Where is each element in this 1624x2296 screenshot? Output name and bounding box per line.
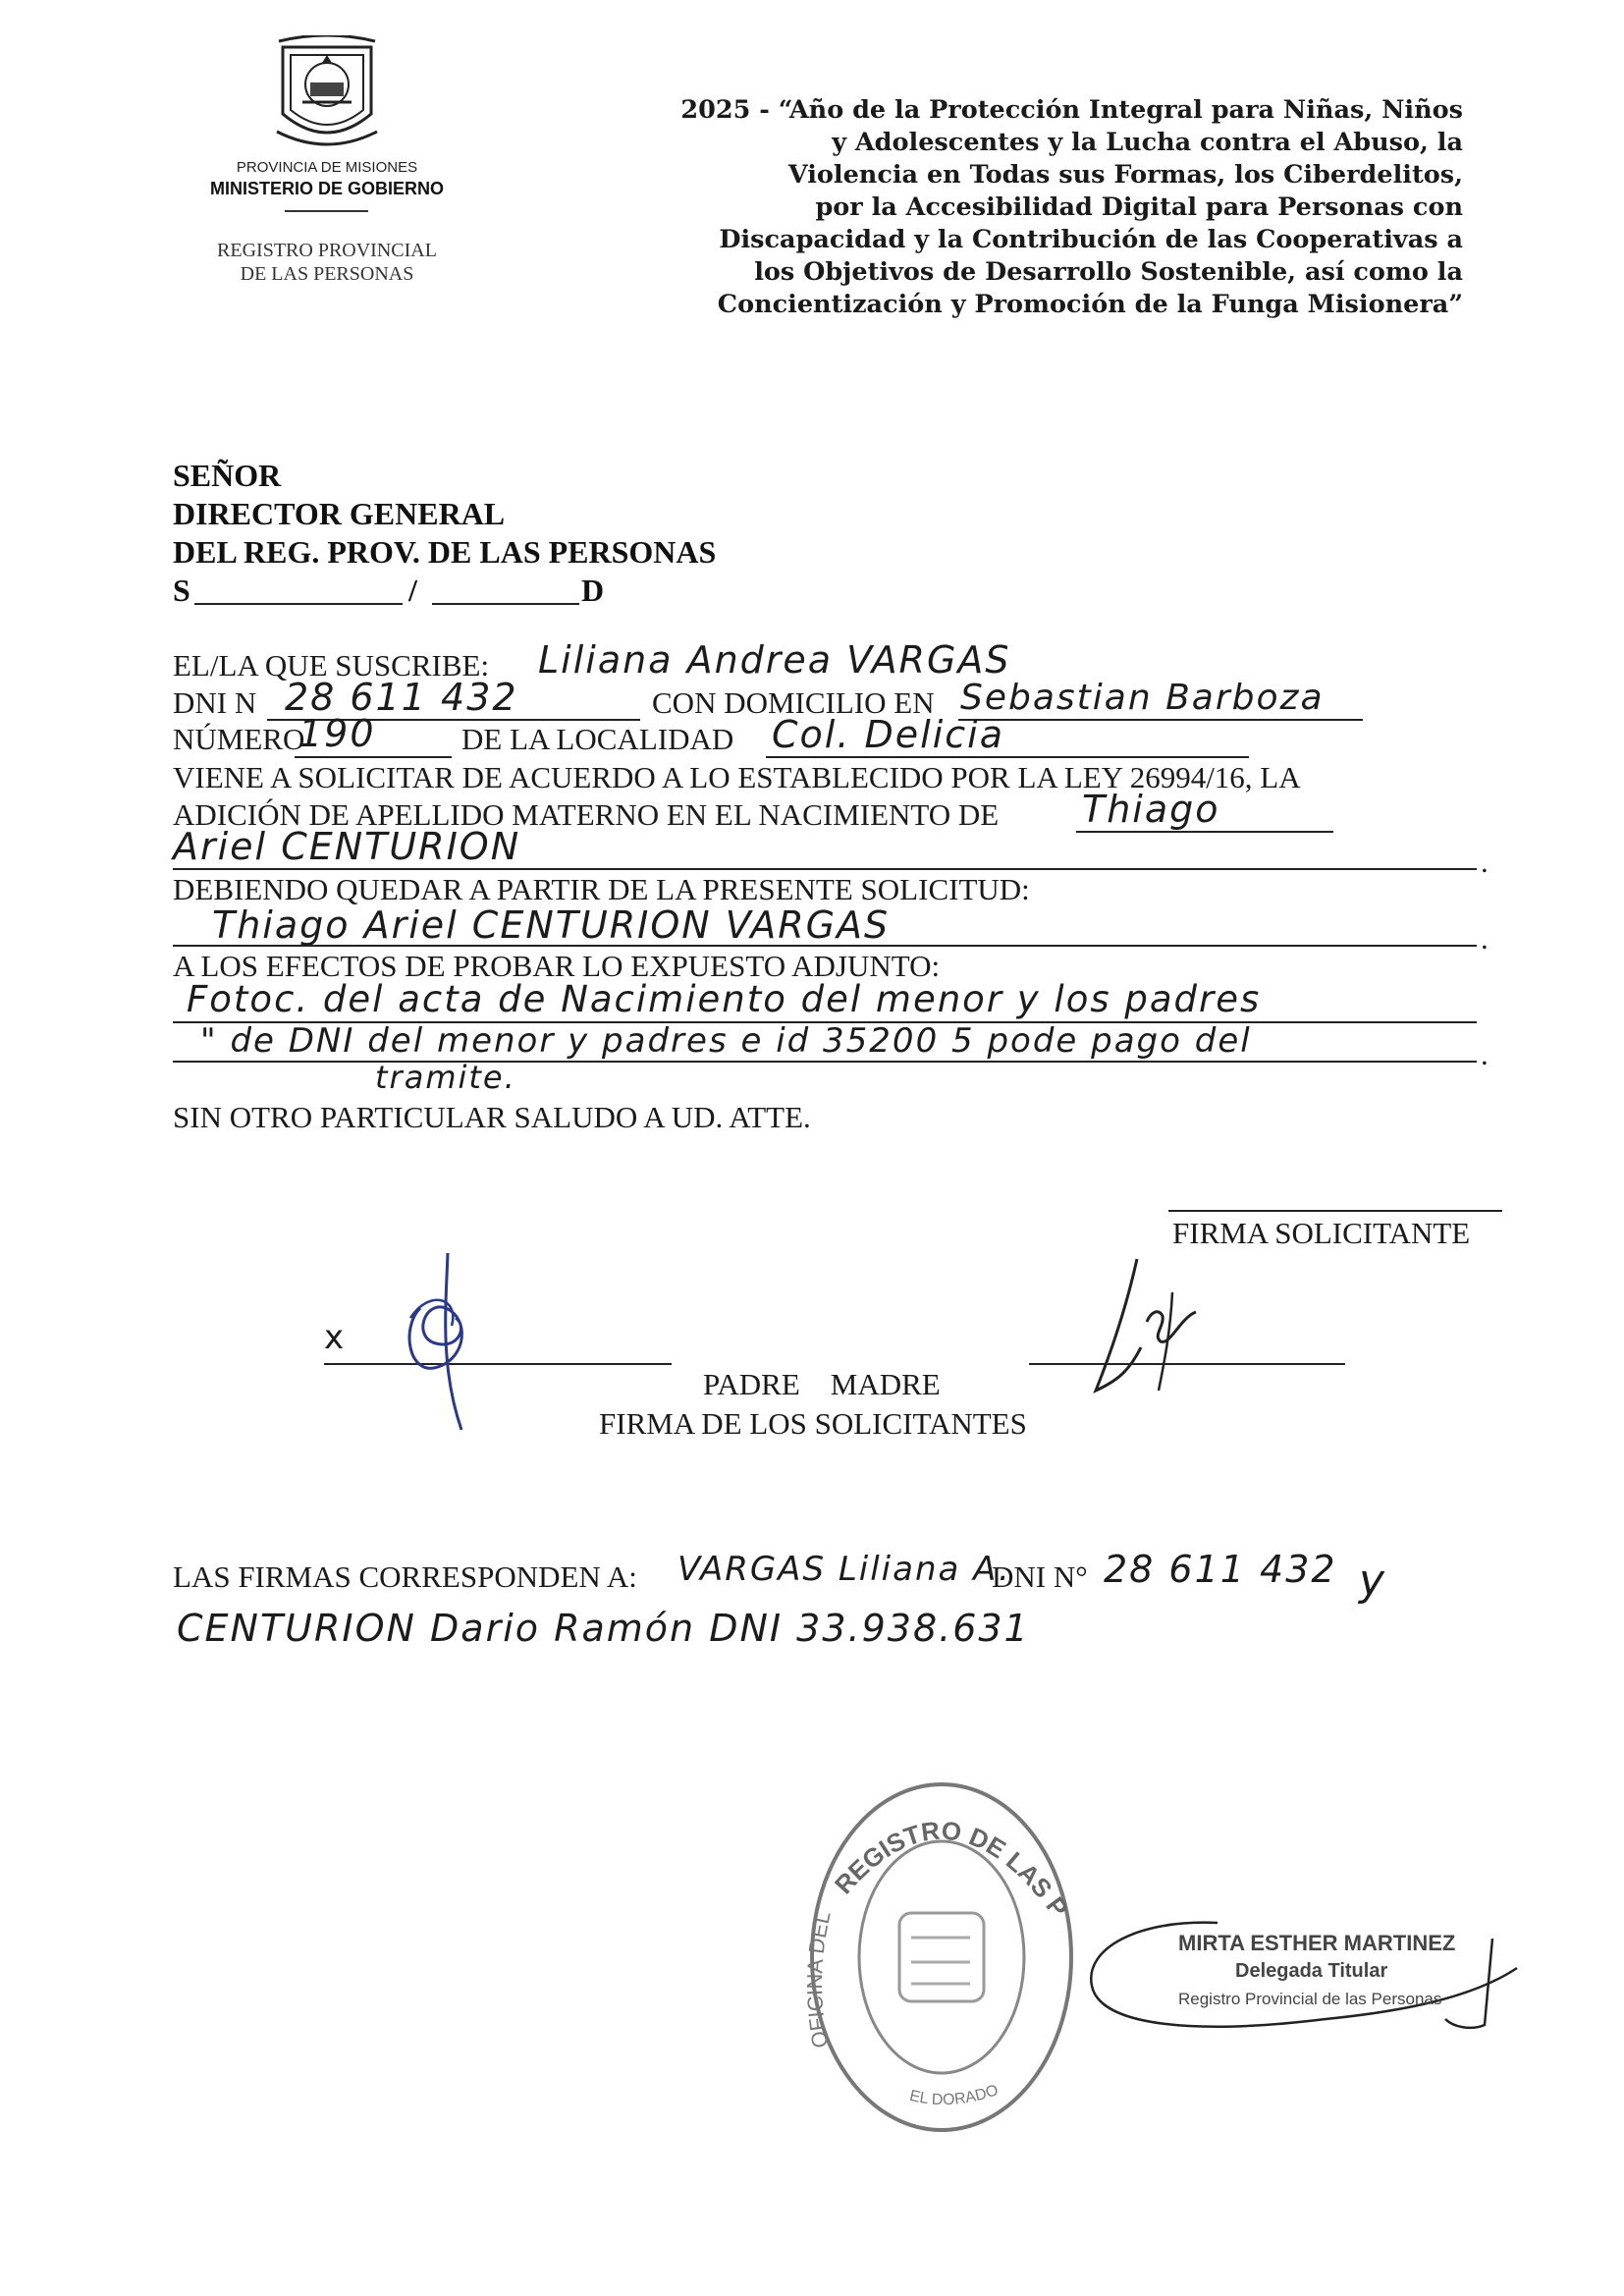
official-name: MIRTA ESTHER MARTINEZ (1178, 1931, 1456, 1955)
efectos-value-3: tramite. (375, 1059, 516, 1096)
official-role: Delegada Titular (1235, 1960, 1388, 1982)
motto-line: y Adolescentes y la Lucha contra el Abuso, la (832, 128, 1463, 157)
efectos-value-1: Fotoc. del acta de Nacimiento del menor y los padres (187, 978, 1262, 1020)
svg-text:REGISTRO DE LAS PERSONAS (803, 1776, 1074, 1923)
seal-text: REGISTRO DE LAS P (828, 1815, 1074, 1923)
province-label: PROVINCIA DE MISIONES (236, 159, 418, 176)
year-motto (638, 94, 1463, 321)
addressee-s: S (173, 573, 190, 608)
madre-signature-icon (1078, 1253, 1216, 1400)
motto-line: Violencia en Todas sus Formas, los Ciberdelitos, (787, 160, 1463, 190)
seal-text-bottom: EL DORADO (907, 2081, 1001, 2109)
ministry-label: MINISTERIO DE GOBIERNO (209, 179, 445, 198)
addressee-line1: SEÑOR (173, 458, 282, 493)
firmas-dni-label: DNI N° (992, 1559, 1088, 1594)
period-3: . (1481, 1037, 1489, 1071)
official-org: Registro Provincial de las Personas (1178, 1990, 1442, 2008)
motto-line: por la Accesibilidad Digital para Personas con (815, 192, 1463, 222)
motto-line: 2025 - “Año de la Protección Integral para Niñas, Niños (680, 95, 1463, 125)
adicion-blank (1076, 831, 1333, 833)
numero-blank (295, 756, 452, 758)
domicilio-value: Sebastian Barboza (960, 678, 1325, 718)
adicion-value-2: Ariel CENTURION (173, 825, 521, 868)
firmas-y: y (1359, 1556, 1387, 1606)
oval-seal-icon (803, 1776, 1080, 2139)
addressee-slash: / (408, 573, 417, 608)
localidad-label: DE LA LOCALIDAD (461, 722, 734, 756)
localidad-value: Col. Delicia (772, 713, 1004, 756)
addressee-d: D (581, 573, 605, 608)
domicilio-label: CON DOMICILIO EN (652, 685, 935, 720)
motto-line: Concientización y Promoción de la Funga Misionera” (717, 290, 1463, 319)
dni-value: 28 611 432 (285, 676, 518, 719)
numero-value: 190 (298, 712, 376, 755)
d-blank (432, 603, 579, 605)
period-1: . (1481, 845, 1489, 879)
solicitante-signature-line (1168, 1210, 1502, 1212)
firma-solicitantes-label: FIRMA DE LOS SOLICITANTES (599, 1406, 1027, 1441)
firmas-name-value: VARGAS Liliana A. (677, 1550, 1011, 1589)
firmas-dni-value: 28 611 432 (1104, 1548, 1337, 1591)
registry-label-line1: REGISTRO PROVINCIAL (217, 240, 437, 261)
adicion-label: ADICIÓN DE APELLIDO MATERNO EN EL NACIMIENTO DE (173, 797, 1000, 832)
debiendo-value: Thiago Ariel CENTURION VARGAS (212, 903, 891, 947)
addressee-line2: DIRECTOR GENERAL (173, 496, 506, 531)
efectos-value-2: " de DNI del menor y padres e id 35200 5 pode pago del (200, 1021, 1252, 1061)
official-stamp (1080, 1909, 1522, 2047)
efectos-blank-2 (173, 1061, 1477, 1063)
localidad-blank (766, 756, 1249, 758)
padre-madre-label: PADRE MADRE (703, 1367, 941, 1401)
suscribe-value: Liliana Andrea VARGAS (538, 638, 1011, 682)
motto-line: Discapacidad y la Contribución de las Cooperativas a (719, 225, 1463, 254)
ministry-divider (285, 210, 368, 212)
svg-text:EL DORADO (908, 2082, 1001, 2108)
dni-label: DNI N (173, 685, 257, 720)
padre-signature-line (324, 1363, 672, 1365)
padre-signature-icon (391, 1249, 485, 1436)
firma-solicitante-label: FIRMA SOLICITANTE (1172, 1216, 1471, 1250)
registry-seal (803, 1776, 1080, 2139)
period-2: . (1481, 921, 1489, 956)
firmas-corresponden-label: LAS FIRMAS CORRESPONDEN A: (173, 1559, 637, 1594)
adicion-blank-2 (173, 868, 1477, 870)
domicilio-blank (958, 719, 1363, 721)
ley-line: VIENE A SOLICITAR DE ACUERDO A LO ESTABLECIDO POR LA LEY 26994/16, LA (173, 760, 1301, 794)
seal-text-left: OFICINA DEL (803, 1908, 836, 2050)
efectos-label: A LOS EFECTOS DE PROBAR LO EXPUESTO ADJUNTO: (173, 949, 941, 983)
padre-mark: x (324, 1318, 347, 1357)
suscribe-label: EL/LA QUE SUSCRIBE: (173, 648, 490, 683)
debiendo-label: DEBIENDO QUEDAR A PARTIR DE LA PRESENTE SOLICITUD: (173, 872, 1030, 906)
crest-logo (273, 35, 381, 153)
s-blank (194, 603, 403, 605)
adicion-value-1: Thiago (1082, 788, 1220, 831)
registry-label-line2: DE LAS PERSONAS (240, 263, 414, 285)
firmas-second-line: CENTURION Dario Ramón DNI 33.938.631 (177, 1607, 1030, 1650)
numero-label: NÚMERO (173, 722, 305, 756)
motto-line: los Objetivos de Desarrollo Sostenible, así como la (754, 257, 1463, 287)
svg-text:OFICINA DEL (803, 1909, 836, 2050)
addressee-line3: DEL REG. PROV. DE LAS PERSONAS (173, 534, 717, 570)
closing-line: SIN OTRO PARTICULAR SALUDO A UD. ATTE. (173, 1100, 811, 1134)
misiones-crest-icon (273, 35, 381, 153)
